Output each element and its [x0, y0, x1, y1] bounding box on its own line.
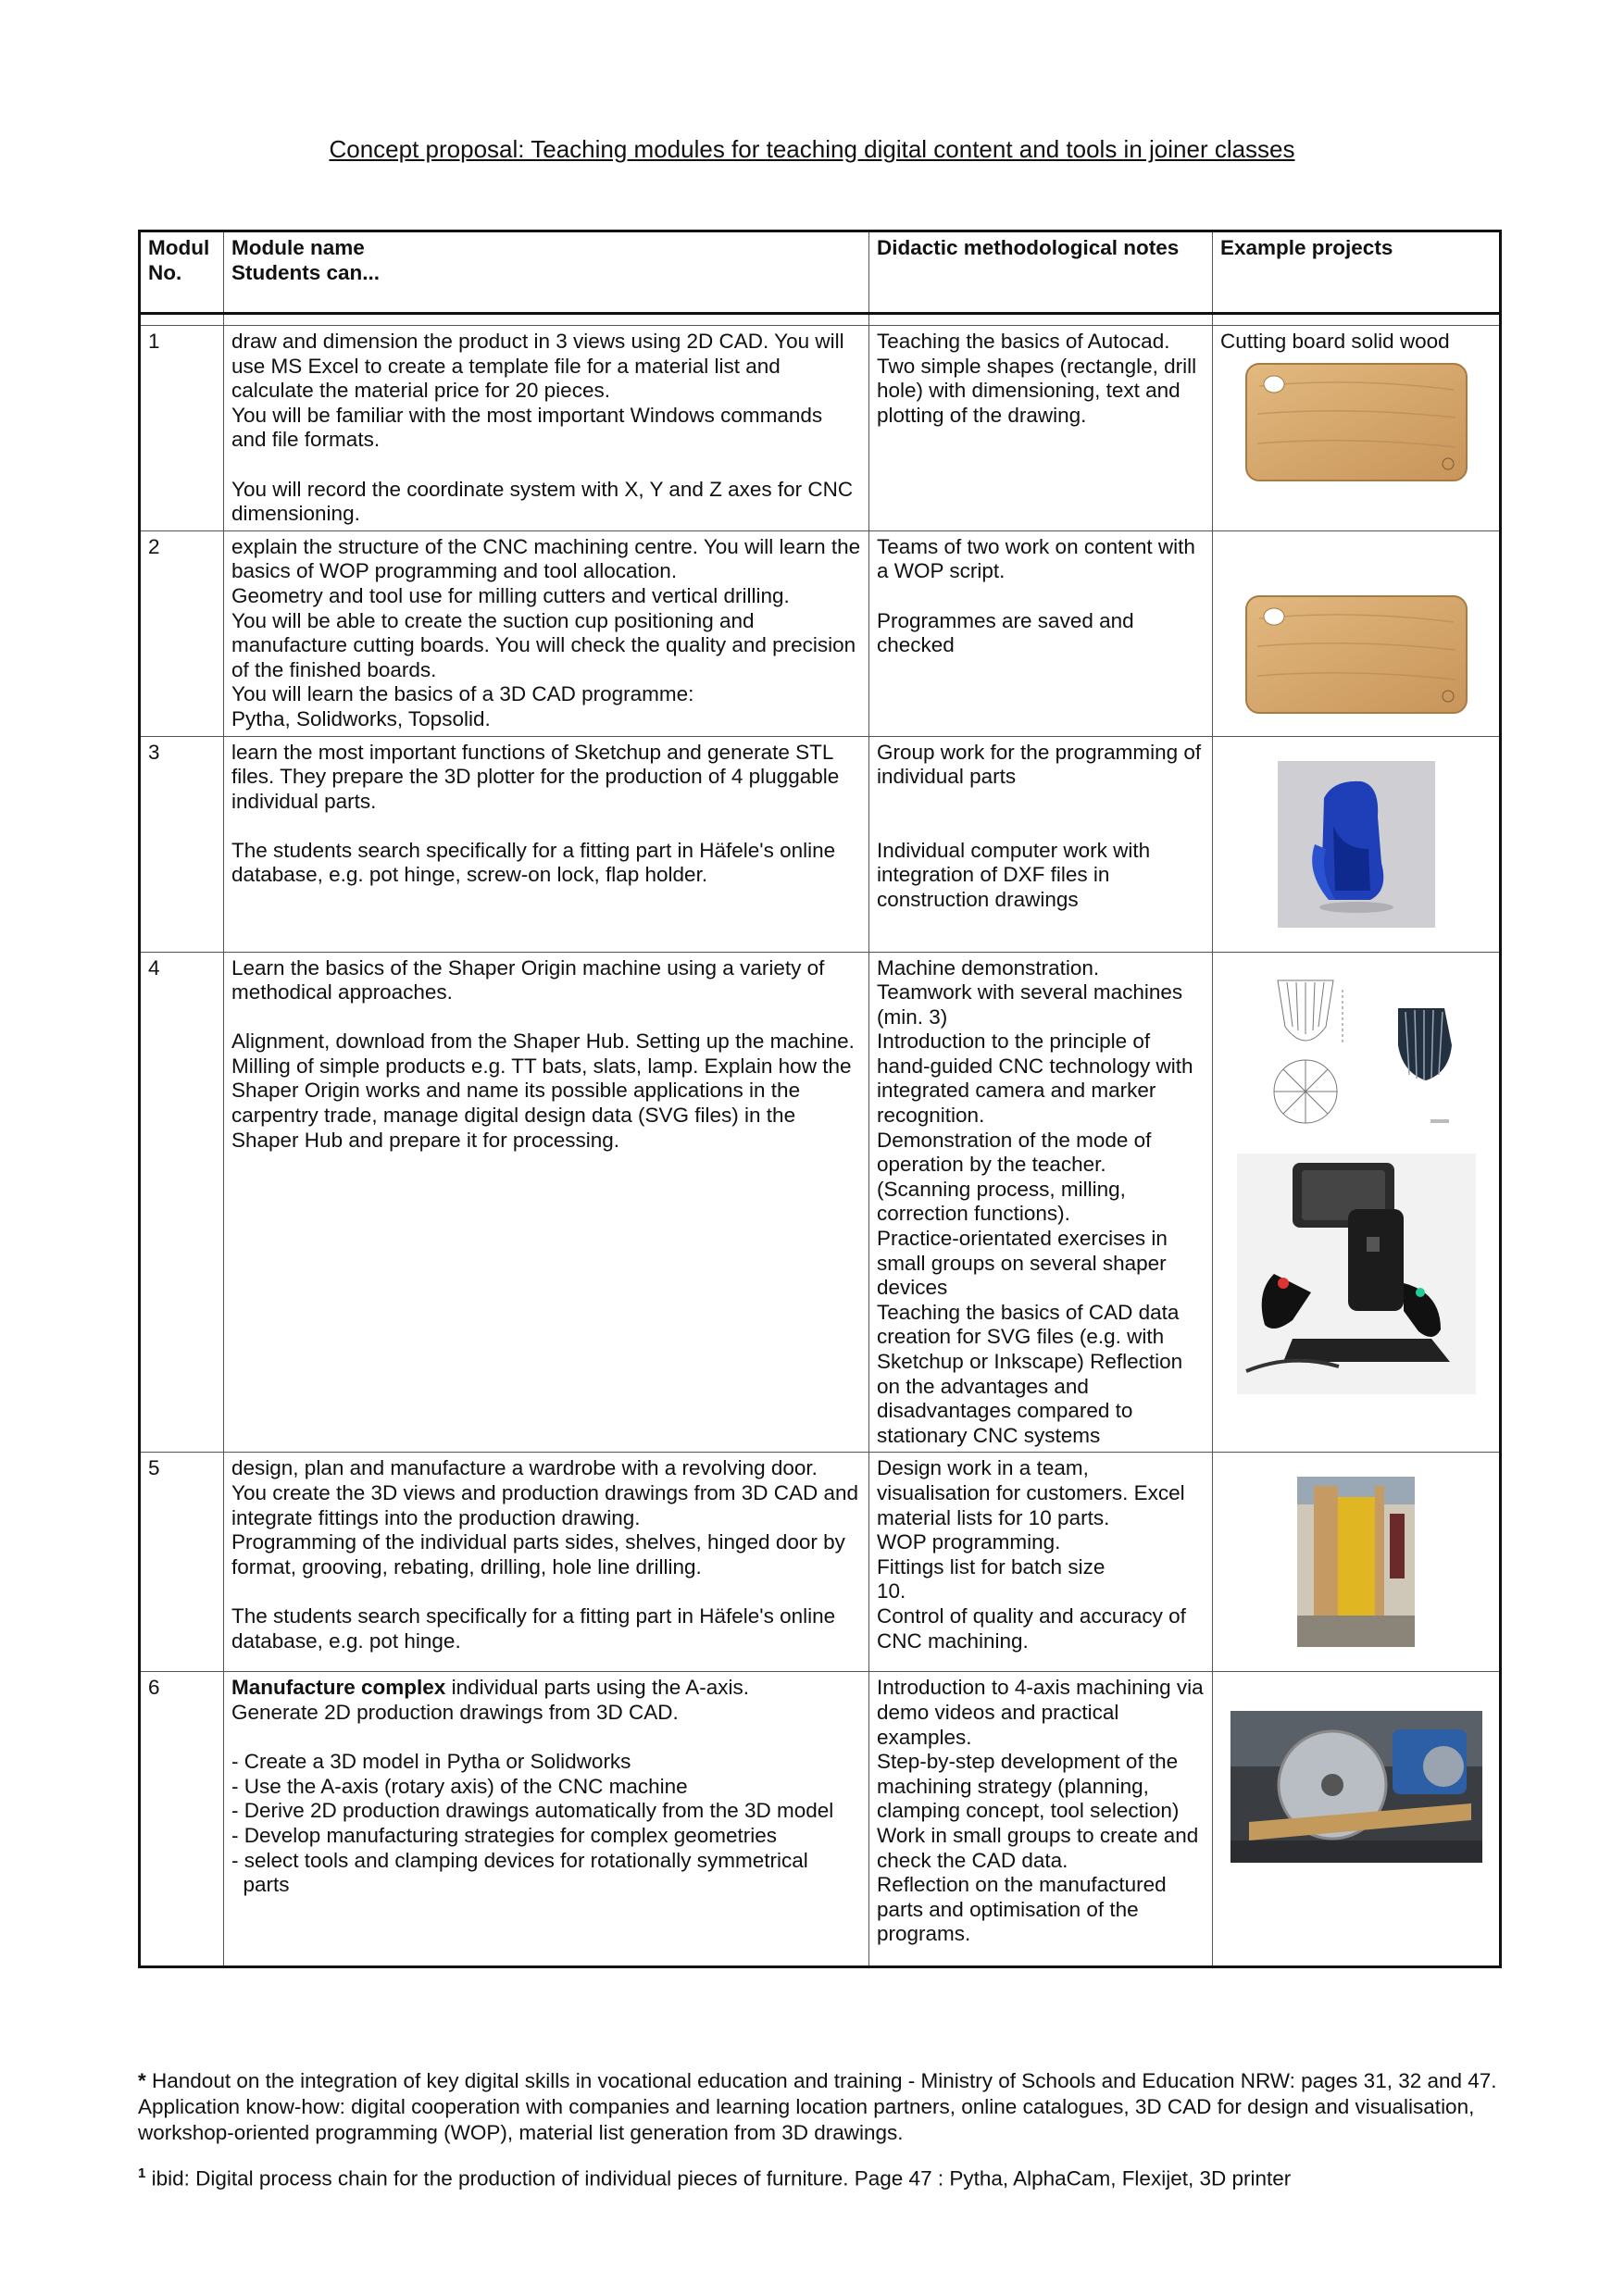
shaper-origin-image	[1237, 1154, 1476, 1394]
header-example-projects: Example projects	[1213, 231, 1501, 314]
page-title: Concept proposal: Teaching modules for teaching digital content and tools in joiner classes	[329, 135, 1295, 163]
footnote-one-marker: 1	[138, 2165, 146, 2181]
module-description: learn the most important functions of Sketchup and generate STL files. They prepare the 3D plotter for the production of 4 pluggable individual parts. The students search specifically for a fitting part in Häfele's online database, e.g. pot hinge, screw-on lock, flap holder.	[224, 736, 869, 952]
module-description: design, plan and manufacture a wardrobe with a revolving door. You create the 3D views and production drawings from 3D CAD and integrate fittings into the production drawing. Programming of the individual parts sides, shelves, hinged door by format, grooving, rebating, drilling, hole line drilling. The students search specifically for a fitting part in Häfele's online database, e.g. pot hinge.	[224, 1453, 869, 1672]
example-project	[1213, 1672, 1501, 1967]
example-project	[1213, 530, 1501, 736]
module-description: Learn the basics of the Shaper Origin machine using a variety of methodical approaches. Alignment, download from the Shaper Hub. Setting up the machine. Milling of simple products e.g. TT bats, slats, lamp. Explain how the Shaper Origin works and name its possible applications in the carpentry trade, manage digital design data (SVG files) in the Shaper Hub and prepare it for processing.	[224, 952, 869, 1453]
footnote-one	[138, 2161, 1499, 2192]
example-project	[1213, 952, 1501, 1453]
table-header-row	[140, 231, 1501, 314]
table-row	[140, 1672, 1501, 1967]
footnote-star	[138, 2068, 1499, 2146]
wardrobe-image	[1297, 1477, 1415, 1647]
header-module-no: Modul No.	[140, 231, 224, 314]
example-project	[1213, 736, 1501, 952]
table-row	[140, 326, 1501, 531]
didactic-notes: Machine demonstration. Teamwork with several machines (min. 3) Introduction to the principle of hand-guided CNC technology with integrated camera and marker recognition. Demonstration of the mode of operation by the teacher. (Scanning process, milling, correction functions). Practice-orientated exercises in small groups on several shaper devices Teaching the basics of CAD data creation for SVG files (e.g. with Sketchup or Inkscape) Reflection on the advantages and disadvantages compared to stationary CNC systems	[869, 952, 1213, 1453]
table-row	[140, 1453, 1501, 1672]
didactic-notes: Teams of two work on content with a WOP script. Programmes are saved and checked	[869, 530, 1213, 736]
example-project	[1213, 326, 1501, 531]
table-row	[140, 530, 1501, 736]
table-row	[140, 952, 1501, 1453]
module-number: 3	[140, 736, 224, 952]
blue-chair-image	[1278, 761, 1435, 928]
module-description: draw and dimension the product in 3 views using 2D CAD. You will use MS Excel to create a template file for a material list and calculate the material price for 20 pieces. You will be familiar with the most important Windows commands and file formats. You will record the coordinate system with X, Y and Z axes for CNC dimensioning.	[224, 326, 869, 531]
header-module-name-label: Module name	[231, 236, 365, 259]
cutting-board-image	[1241, 591, 1472, 720]
didactic-notes: Introduction to 4-axis machining via demo videos and practical examples. Step-by-step development of the machining strategy (planning, clamping concept, tool selection) Work in small groups to create and check the CAD data. Reflection on the manufactured parts and optimisation of the programs.	[869, 1672, 1213, 1967]
cnc-saw-image	[1230, 1711, 1482, 1863]
example-project	[1213, 1453, 1501, 1672]
module-description	[224, 1672, 869, 1967]
module-number: 4	[140, 952, 224, 1453]
modules-table	[138, 230, 1502, 1968]
didactic-notes: Group work for the programming of individual parts Individual computer work with integration of DXF files in construction drawings	[869, 736, 1213, 952]
module-number: 6	[140, 1672, 224, 1967]
header-module-name	[224, 231, 869, 314]
header-didactic-notes: Didactic methodological notes	[869, 231, 1213, 314]
example-caption: Cutting board solid wood	[1220, 330, 1450, 353]
header-module-name-sub: Students can...	[231, 260, 381, 284]
footnote-star-text: Handout on the integration of key digital skills in vocational education and training - Ministry of Schools and Education NRW: pages 31, 32 and 47. Application know-how: digital cooperation with companies and learning location partners, online catalogues, 3D CAD for design and visualisation, workshop-oriented programming (WOP), material list generation from 3D drawings.	[138, 2069, 1497, 2144]
module-number: 5	[140, 1453, 224, 1672]
didactic-notes: Teaching the basics of Autocad. Two simple shapes (rectangle, drill hole) with dimensioning, text and plotting of the drawing.	[869, 326, 1213, 531]
footnote-one-text: ibid: Digital process chain for the production of individual pieces of furniture. Page 47 : Pytha, AlphaCam, Flexijet, 3D printer	[145, 2166, 1292, 2190]
didactic-notes: Design work in a team, visualisation for customers. Excel material lists for 10 parts. WOP programming. Fittings list for batch size 10. Control of quality and accuracy of CNC machining.	[869, 1453, 1213, 1672]
module-description-bold: Manufacture complex	[231, 1676, 446, 1700]
table-row	[140, 736, 1501, 952]
footnote-star-marker: *	[138, 2069, 146, 2092]
module-number: 1	[140, 326, 224, 531]
lamp-drawing-image	[1241, 971, 1472, 1133]
cutting-board-image	[1241, 358, 1472, 488]
module-description: explain the structure of the CNC machining centre. You will learn the basics of WOP programming and tool allocation. Geometry and tool use for milling cutters and vertical drilling. You will be able to create the suction cup positioning and manufacture cutting boards. You will check the quality and precision of the finished boards. You will learn the basics of a 3D CAD programme: Pytha, Solidworks, Topsolid.	[224, 530, 869, 736]
module-description-rest: individual parts using the A-axis. Generate 2D production drawings from 3D CAD. - Create a 3D model in Pytha or Solidworks - Use the A-axis (rotary axis) of the CNC machine - Derive 2D production drawings automatically from the 3D model - Develop manufacturing strategies for complex geometries - select tools and clamping devices for rotationally symmetrical parts	[231, 1676, 834, 1897]
module-number: 2	[140, 530, 224, 736]
